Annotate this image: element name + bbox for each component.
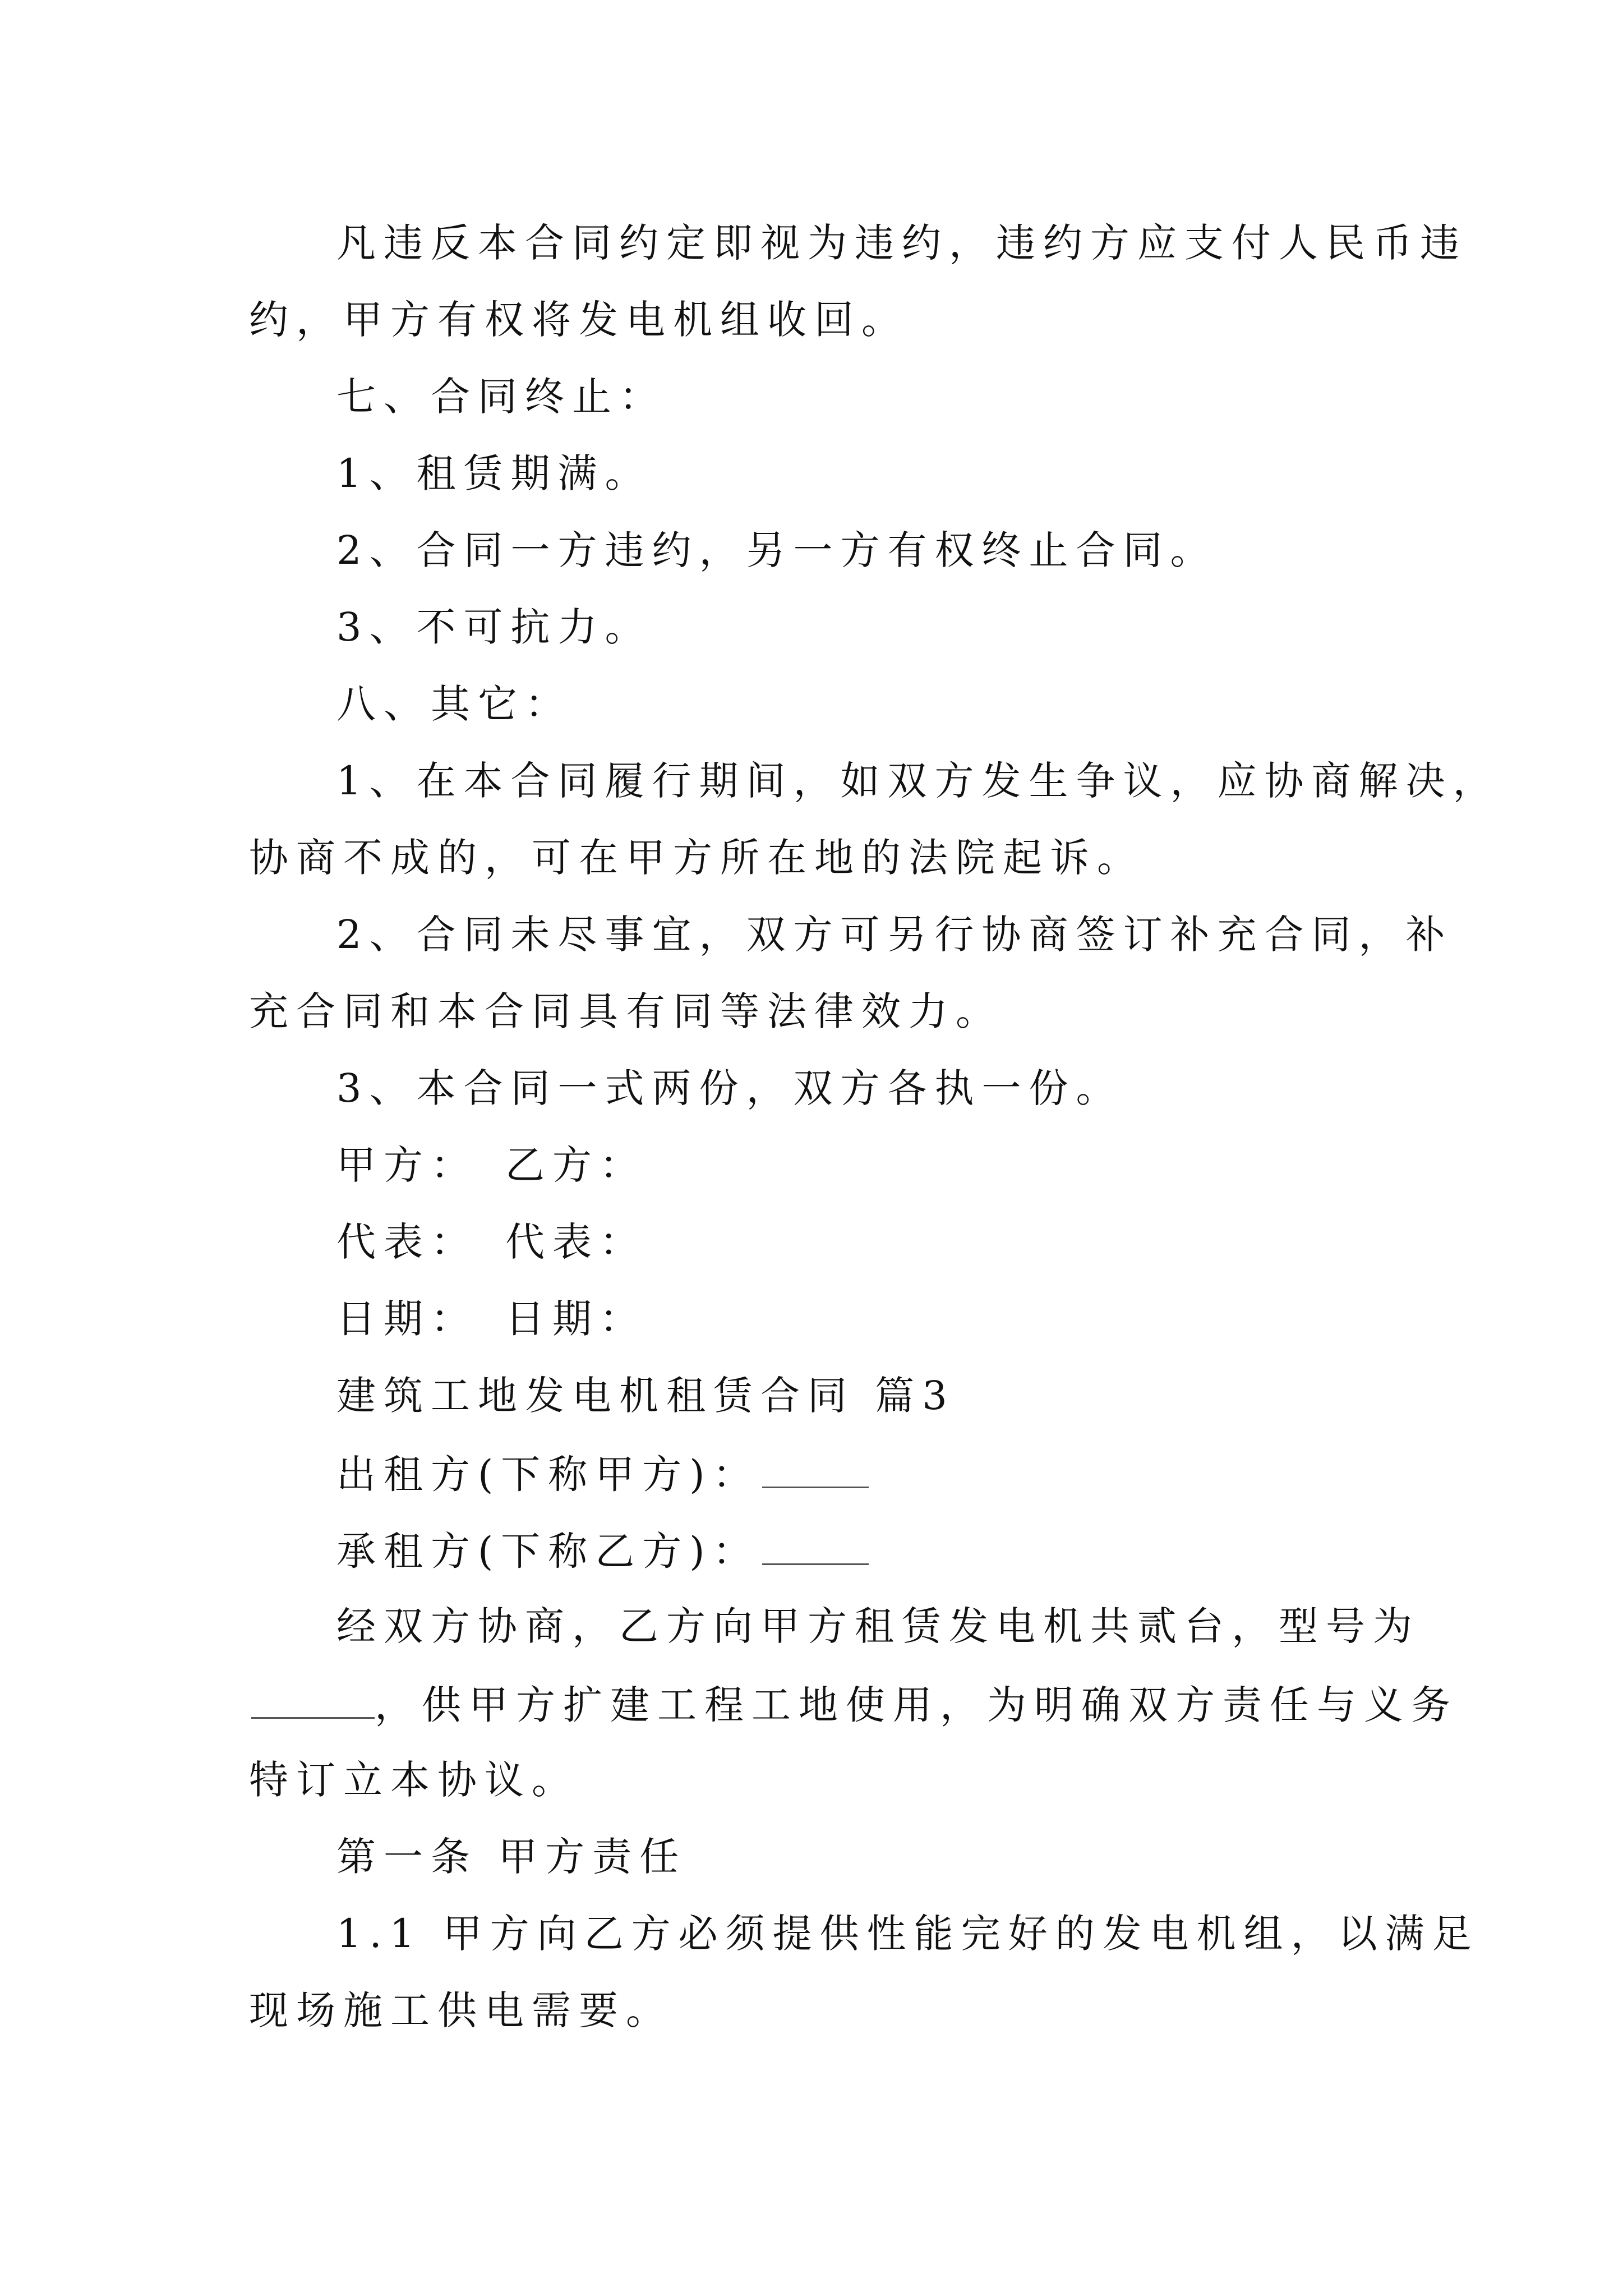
blank-underline — [762, 1530, 869, 1565]
paragraph-line: 3、不可抗力。 — [336, 604, 652, 650]
lessor-label: 出租方(下称甲方)： — [336, 1451, 760, 1498]
article-heading: 第一条 甲方责任 — [336, 1834, 687, 1880]
paragraph-line: 3、本合同一式两份，双方各执一份。 — [336, 1065, 1123, 1111]
paragraph-line: 现场施工供电需要。 — [249, 1987, 673, 2033]
lessee-label: 承租方(下称乙方)： — [336, 1528, 760, 1575]
section-heading: 七、合同终止： — [336, 374, 666, 420]
signature-line: 甲方： 乙方： — [336, 1142, 647, 1188]
lessee-line — [336, 1528, 869, 1575]
paragraph-line: 经双方协商，乙方向甲方租赁发电机共贰台，型号为 — [336, 1603, 1420, 1649]
signature-line: 代表： 代表： — [336, 1219, 647, 1265]
paragraph-line: 充合同和本合同具有同等法律效力。 — [249, 988, 1003, 1034]
paragraph-line: 约，甲方有权将发电机组收回。 — [249, 297, 909, 343]
paragraph-text: ，供甲方扩建工程工地使用，为明确双方责任与义务 — [375, 1682, 1458, 1728]
paragraph-line: 1、在本合同履行期间，如双方发生争议，应协商解决， — [336, 758, 1500, 804]
paragraph-line: 协商不成的，可在甲方所在地的法院起诉。 — [249, 835, 1144, 881]
paragraph-line: 凡违反本合同约定即视为违约，违约方应支付人民币违 — [336, 220, 1467, 266]
section-heading: 八、其它： — [336, 681, 572, 727]
paragraph-line: 2、合同一方违约，另一方有权终止合同。 — [336, 527, 1218, 573]
paragraph-line: 2、合同未尽事宜，双方可另行协商签订补充合同，补 — [336, 912, 1453, 958]
document-title: 建筑工地发电机租赁合同 篇3 — [336, 1373, 955, 1419]
lessor-line — [336, 1451, 869, 1498]
paragraph-line: 1.1 甲方向乙方必须提供性能完好的发电机组，以满足 — [336, 1911, 1479, 1957]
paragraph-line: 特订立本协议。 — [249, 1757, 579, 1803]
blank-underline — [251, 1683, 375, 1719]
signature-line: 日期： 日期： — [336, 1296, 647, 1342]
paragraph-line — [249, 1682, 1458, 1728]
blank-underline — [762, 1453, 869, 1488]
paragraph-line: 1、租赁期满。 — [336, 450, 652, 496]
